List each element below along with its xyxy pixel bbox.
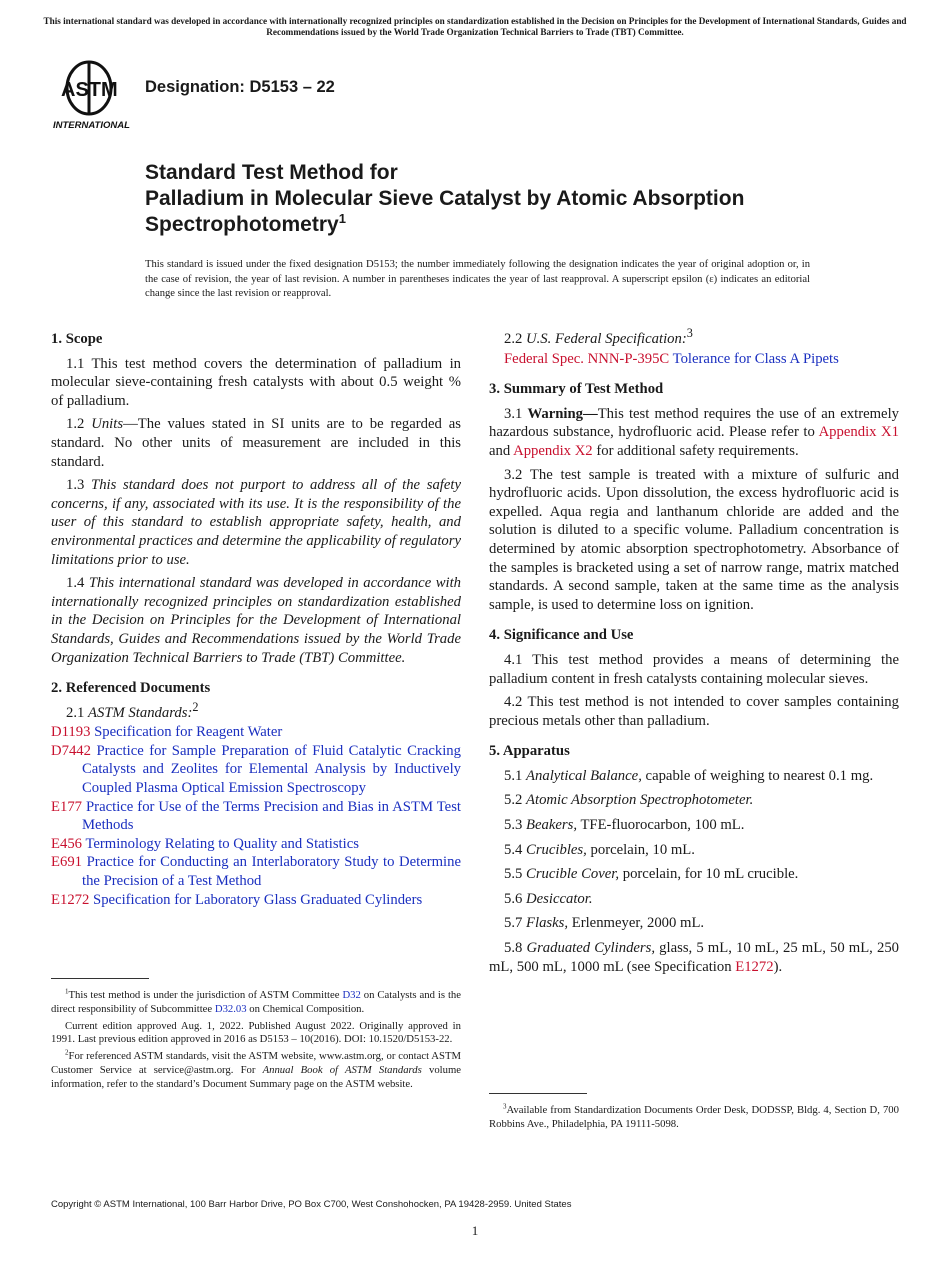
referenced-list [51, 723, 461, 909]
ref-item[interactable]: E691 Practice for Conducting an Interlaboratory Study to Determine the Precision of a Test Method [51, 854, 461, 890]
ref-item[interactable]: E1272 Specification for Laboratory Glass Graduated Cylinders [51, 891, 423, 908]
committee-link[interactable]: D32 [342, 989, 361, 1001]
scope-1-3: 1.3 This standard does not purport to address all of the safety concerns, if any, associated with its use. It is the responsibility of the user of this standard to establish appropriate safety, health, and environmental practices and determine the applicability of regulatory limitations prior to use. [51, 477, 462, 568]
federal-spec-item[interactable]: Federal Spec. NNN-P-395C Tolerance for Class A Pipets [504, 350, 839, 367]
e1272-link[interactable]: E1272 [735, 958, 774, 975]
section-summary-heading: 3. Summary of Test Method [489, 381, 664, 398]
astm-logo [53, 58, 135, 134]
logo-text: ASTM [61, 79, 118, 101]
apparatus-item: 5.4 Crucibles, porcelain, 10 mL. [504, 841, 695, 858]
ref-item[interactable]: E456 Terminology Relating to Quality and Statistics [51, 835, 359, 852]
scope-1-4: 1.4 This international standard was developed in accordance with internationally recognized principles on standardization established in the Decision on Principles for the Development of International Standards, Guides and Recommendations issued by the World Trade Organization Technical Barriers to Trade (TBT) Committee. [51, 575, 461, 666]
footnote-2: $^2$For referenced ASTM standards, visit the ASTM website, www.astm.org, or contact ASTM Customer Service at service@astm.org. For Annual Book of ASTM Standards volume information, refer to the standard’s Document Summary page on the ASTM website. [51, 1048, 462, 1090]
ref-item[interactable]: E177 Practice for Use of the Terms Precision and Bias in ASTM Test Methods [51, 798, 461, 834]
footnote-divider-right [489, 1093, 587, 1094]
apparatus-item: 5.6 Desiccator. [504, 890, 593, 907]
section-significance-heading: 4. Significance and Use [489, 627, 634, 644]
right-column [489, 326, 900, 982]
section-scope-heading: 1. Scope [51, 331, 103, 347]
apparatus-list [489, 767, 899, 976]
summary-3-1: 3.1 Warning—This test method requires the use of an extremely hazardous substance, hydrofluoric acid. Please refer to Appendix X1 and Appendix X2 for additional safety requirements. [489, 405, 899, 459]
designation: Designation: D5153 – 22 [145, 78, 335, 96]
federal-spec-subheading: 2.2 U.S. Federal Specification:$^3$ [504, 326, 693, 347]
apparatus-item: 5.2 Atomic Absorption Spectrophotometer. [504, 792, 754, 809]
apparatus-item: 5.1 Analytical Balance, capable of weighing to nearest 0.1 mg. [504, 767, 874, 784]
tbt-notice: This international standard was developed in accordance with internationally recognized principles on standardization established in the Decision on Principles for the Development of International Standards, Guides and Recommendations issued by the World Trade Organization Technical Barriers to Trade (TBT) Committee. [43, 16, 907, 37]
subcommittee-link[interactable]: D32.03 [214, 1002, 247, 1015]
appendix-x2-link[interactable]: Appendix X2 [513, 442, 593, 459]
section-apparatus-heading: 5. Apparatus [489, 743, 570, 760]
apparatus-item: 5.3 Beakers, TFE-fluorocarbon, 100 mL. [504, 817, 745, 834]
section-referenced-heading: 2. Referenced Documents [51, 680, 211, 697]
footnote-3: $^3$Available from Standardization Documents Order Desk, DODSSP, Bldg. 4, Section D, 700 Robbins Ave., Philadelphia, PA 19111-5098. [489, 1102, 899, 1130]
apparatus-item: 5.7 Flasks, Erlenmeyer, 2000 mL. [504, 915, 705, 932]
significance-4-2: 4.2 This test method is not intended to cover samples containing precious metals other than palladium. [489, 694, 899, 729]
footnote-1-edition: Current edition approved Aug. 1, 2022. Published August 2022. Originally approved in 1991. Last previous edition approved in 2016 as D5153 – 10(2016). DOI: 10.1520/D5153-22. [51, 1019, 461, 1046]
astm-standards-subheading: 2.1 ASTM Standards:$^2$ [66, 699, 199, 721]
left-column [51, 330, 461, 909]
title-line-1: Standard Test Method for [145, 161, 398, 184]
title-line-3: Spectrophotometry [145, 213, 339, 236]
title-line-2: Palladium in Molecular Sieve Catalyst by Atomic Absorption [145, 187, 745, 210]
astm-logo-icon [53, 58, 135, 134]
scope-1-2: 1.2 Units—The values stated in SI units are to be regarded as standard. No other units of measurement are included in this standard. [51, 416, 461, 470]
issued-note: This standard is issued under the fixed designation D5153; the number immediately following the designation indicates the year of original adoption or, in the case of revision, the year of last revision. A number in parentheses indicates the year of last reapproval. A superscript epsilon (ε) indicates an editorial change since the last revision or reapproval. [145, 259, 810, 299]
footnote-divider-left [51, 978, 149, 979]
copyright: Copyright © ASTM International, 100 Barr Harbor Drive, PO Box C700, West Conshohocken, PA 19428-2959. United States [51, 1199, 572, 1210]
apparatus-item: 5.8 Graduated Cylinders, glass, 5 mL, 10 mL, 25 mL, 50 mL, 250 mL, 500 mL, 1000 mL (see Specification E1272). [489, 940, 900, 975]
footnote-1: $^1$This test method is under the jurisdiction of ASTM Committee D32 on Catalysts and is the direct responsibility of Subcommittee D32.03 on Chemical Composition. [51, 987, 462, 1015]
ref-item[interactable]: D7442 Practice for Sample Preparation of Fluid Catalytic Cracking Catalysts and Zeolites for Elemental Analysis by Inductively Coupled Plasma Optical Emission Spectroscopy [51, 742, 461, 797]
scope-1-1: 1.1 This test method covers the determination of palladium in molecular sieve-containing fresh catalysts with about 0.5 weight % of palladium. [51, 355, 461, 409]
footnotes-right [489, 1104, 899, 1135]
ref-item[interactable]: D1193 Specification for Reagent Water [51, 724, 283, 741]
page-number: 1 [471, 1223, 479, 1238]
title-footnote-mark[interactable]: 1 [338, 211, 346, 226]
appendix-x1-link[interactable]: Appendix X1 [818, 424, 899, 441]
logo-subtext: INTERNATIONAL [53, 120, 130, 131]
significance-4-1: 4.1 This test method provides a means of determining the palladium content in fresh catalysts containing molecular sieves. [489, 651, 899, 687]
document-title [145, 160, 865, 238]
summary-3-2: 3.2 The test sample is treated with a mixture of sulfuric and hydrofluoric acids. Upon dissolution, the excess hydrofluoric acid is expelled. Aqua regia and lanthanum chloride are added and the solution is diluted to a specific volume. Palladium concentration is determined by atomic absorption spectrophotometry. Absorbance of the samples is bracketed using a set of narrow range, matrix matched standards. A second sample, taken at the same time as the analysis sample, is used to determine loss on ignition. [489, 466, 899, 613]
apparatus-item: 5.5 Crucible Cover, porcelain, for 10 mL crucible. [504, 866, 799, 883]
footnotes-left [51, 989, 461, 1095]
